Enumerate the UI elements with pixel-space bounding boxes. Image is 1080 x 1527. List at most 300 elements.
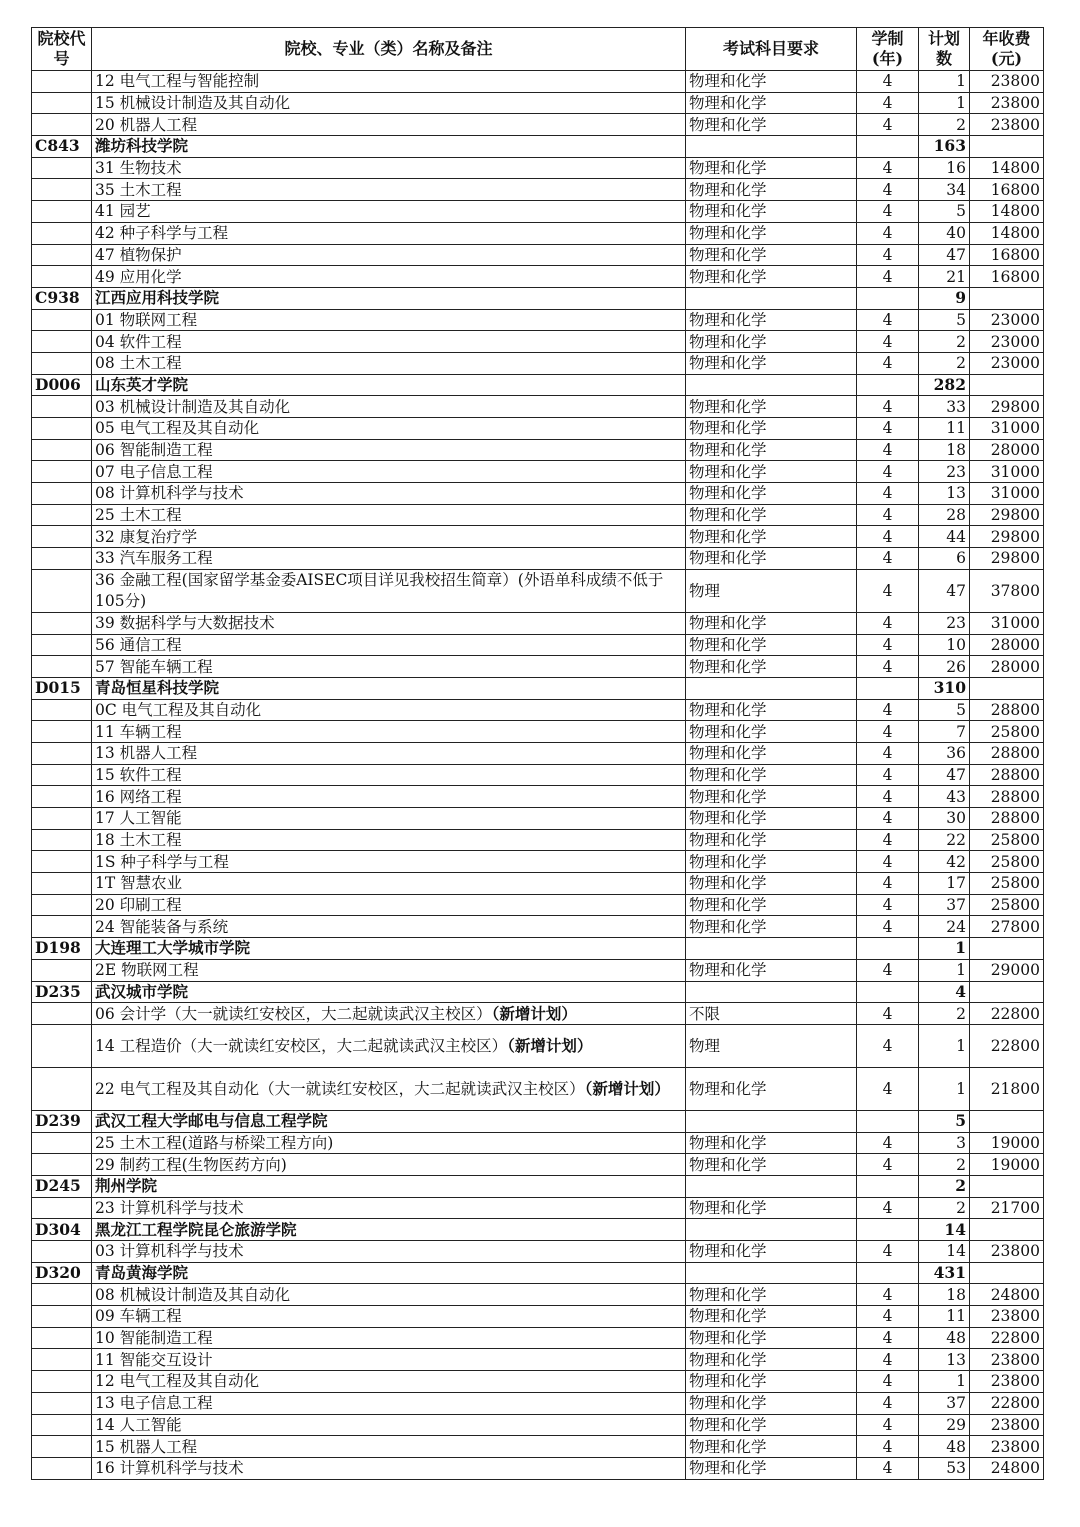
name-text: 2E 物联网工程 [95, 961, 199, 980]
cell-subject: 物理和化学 [686, 179, 857, 201]
cell-subject: 物理和化学 [686, 656, 857, 678]
cell-plan: 2 [919, 114, 970, 136]
name-text: 20 机器人工程 [95, 115, 198, 134]
name-text: 07 电子信息工程 [95, 462, 213, 481]
cell-years: 4 [857, 548, 919, 570]
name-text: 荆州学院 [95, 1176, 158, 1196]
cell-years: 4 [857, 851, 919, 873]
cell-name [92, 764, 686, 786]
cell-subject: 物理和化学 [686, 634, 857, 656]
cell-years [857, 981, 919, 1003]
cell-years: 4 [857, 1197, 919, 1219]
cell-years: 4 [857, 1067, 919, 1110]
cell-name [92, 1371, 686, 1393]
cell-name [92, 309, 686, 331]
cell-name [92, 439, 686, 461]
header-subject: 考试科目要求 [686, 28, 857, 71]
major-row [32, 1349, 1044, 1371]
cell-fee: 23800 [970, 1241, 1044, 1263]
cell-subject: 物理和化学 [686, 526, 857, 548]
cell-subject: 物理和化学 [686, 157, 857, 179]
cell-fee: 29800 [970, 526, 1044, 548]
major-row [32, 352, 1044, 374]
cell-years: 4 [857, 569, 919, 612]
cell-subject: 物理 [686, 1024, 857, 1067]
name-text: 13 机器人工程 [95, 744, 198, 763]
cell-code [32, 1132, 92, 1154]
cell-name [92, 483, 686, 505]
cell-code [32, 92, 92, 114]
cell-plan: 3 [919, 1132, 970, 1154]
cell-code [32, 1457, 92, 1479]
cell-subject: 物理和化学 [686, 92, 857, 114]
cell-plan: 47 [919, 764, 970, 786]
name-text: 09 车辆工程 [95, 1307, 182, 1326]
cell-years: 4 [857, 612, 919, 634]
cell-fee: 29800 [970, 548, 1044, 570]
cell-plan: 53 [919, 1457, 970, 1479]
name-text: 16 计算机科学与技术 [95, 1459, 244, 1478]
cell-code [32, 222, 92, 244]
cell-plan: 282 [919, 374, 970, 396]
cell-code [32, 916, 92, 938]
cell-code: C938 [32, 287, 92, 309]
cell-name [92, 92, 686, 114]
major-row [32, 1371, 1044, 1393]
cell-subject: 物理和化学 [686, 1371, 857, 1393]
major-row [32, 829, 1044, 851]
cell-code [32, 1327, 92, 1349]
cell-subject: 物理和化学 [686, 504, 857, 526]
cell-plan: 13 [919, 483, 970, 505]
name-text: 潍坊科技学院 [95, 136, 189, 156]
name-text: 13 电子信息工程 [95, 1394, 213, 1413]
major-row [32, 1392, 1044, 1414]
cell-plan: 2 [919, 331, 970, 353]
cell-subject [686, 136, 857, 158]
school-row [32, 374, 1044, 396]
major-row [32, 1457, 1044, 1479]
name-text: 14 人工智能 [95, 1415, 182, 1434]
major-row [32, 851, 1044, 873]
cell-fee: 23000 [970, 352, 1044, 374]
school-row [32, 1219, 1044, 1241]
major-row [32, 179, 1044, 201]
cell-years: 4 [857, 1392, 919, 1414]
cell-name [92, 808, 686, 830]
cell-name [92, 981, 686, 1003]
cell-name [92, 1024, 686, 1067]
cell-subject: 物理和化学 [686, 483, 857, 505]
cell-code [32, 851, 92, 873]
cell-plan: 10 [919, 634, 970, 656]
cell-name [92, 136, 686, 158]
cell-subject [686, 938, 857, 960]
cell-subject: 物理和化学 [686, 764, 857, 786]
cell-years [857, 136, 919, 158]
cell-plan: 34 [919, 179, 970, 201]
cell-fee: 31000 [970, 418, 1044, 440]
cell-name [92, 222, 686, 244]
cell-years: 4 [857, 1457, 919, 1479]
cell-plan: 18 [919, 1284, 970, 1306]
cell-subject: 物理和化学 [686, 873, 857, 895]
name-text: 25 土木工程 [95, 506, 182, 525]
cell-plan: 431 [919, 1262, 970, 1284]
cell-years: 4 [857, 786, 919, 808]
name-text: 08 机械设计制造及其自动化 [95, 1285, 291, 1304]
name-text: 57 智能车辆工程 [95, 657, 213, 676]
cell-fee: 31000 [970, 461, 1044, 483]
cell-subject: 物理和化学 [686, 1197, 857, 1219]
school-row [32, 677, 1044, 699]
cell-name [92, 331, 686, 353]
cell-name [92, 829, 686, 851]
name-text: 04 软件工程 [95, 332, 182, 351]
name-text: 05 电气工程及其自动化 [95, 419, 260, 438]
cell-fee: 21800 [970, 1067, 1044, 1110]
cell-fee: 25800 [970, 851, 1044, 873]
name-text: 江西应用科技学院 [95, 288, 220, 308]
cell-years: 4 [857, 418, 919, 440]
cell-fee: 23800 [970, 71, 1044, 93]
cell-years: 4 [857, 461, 919, 483]
header-years: 学制(年) [857, 28, 919, 71]
cell-code [32, 1024, 92, 1067]
cell-fee: 28000 [970, 634, 1044, 656]
cell-name [92, 526, 686, 548]
cell-years [857, 287, 919, 309]
cell-subject: 物理和化学 [686, 418, 857, 440]
cell-code [32, 201, 92, 223]
school-row [32, 1175, 1044, 1197]
name-text: 06 会计学（大一就读红安校区，大二起就读武汉主校区） [95, 1004, 492, 1023]
header-code: 院校代号 [32, 28, 92, 71]
name-text: 15 机械设计制造及其自动化 [95, 94, 291, 113]
cell-subject: 物理和化学 [686, 201, 857, 223]
cell-subject: 物理和化学 [686, 1154, 857, 1176]
cell-years: 4 [857, 1414, 919, 1436]
cell-plan: 18 [919, 439, 970, 461]
cell-code: D320 [32, 1262, 92, 1284]
cell-code [32, 894, 92, 916]
cell-subject: 物理和化学 [686, 1392, 857, 1414]
cell-name [92, 1436, 686, 1458]
cell-fee [970, 1175, 1044, 1197]
name-text: 35 土木工程 [95, 180, 182, 199]
cell-years [857, 677, 919, 699]
major-row [32, 201, 1044, 223]
school-row [32, 136, 1044, 158]
cell-code [32, 548, 92, 570]
cell-code [32, 157, 92, 179]
cell-code [32, 1154, 92, 1176]
cell-plan: 6 [919, 548, 970, 570]
cell-name [92, 244, 686, 266]
cell-name [92, 656, 686, 678]
cell-years: 4 [857, 1349, 919, 1371]
cell-name [92, 157, 686, 179]
cell-code [32, 1284, 92, 1306]
cell-code: D015 [32, 677, 92, 699]
cell-years: 4 [857, 71, 919, 93]
cell-plan: 36 [919, 742, 970, 764]
cell-name [92, 959, 686, 981]
cell-name [92, 938, 686, 960]
cell-name [92, 114, 686, 136]
cell-code [32, 699, 92, 721]
cell-plan: 13 [919, 1349, 970, 1371]
cell-years: 4 [857, 721, 919, 743]
name-text: 36 金融工程(国家留学基金委AISEC项目详见我校招生简章）(外语单科成绩不低于105分) [95, 570, 664, 610]
name-text: 25 土木工程(道路与桥梁工程方向) [95, 1133, 334, 1152]
header-plan: 计划数 [919, 28, 970, 71]
cell-name [92, 1457, 686, 1479]
cell-name [92, 1327, 686, 1349]
cell-fee: 28800 [970, 699, 1044, 721]
school-row [32, 981, 1044, 1003]
cell-years: 4 [857, 1024, 919, 1067]
cell-name [92, 1306, 686, 1328]
cell-subject: 物理和化学 [686, 699, 857, 721]
name-text: 15 软件工程 [95, 765, 182, 784]
cell-plan: 40 [919, 222, 970, 244]
cell-name [92, 721, 686, 743]
cell-plan: 14 [919, 1241, 970, 1263]
major-row [32, 396, 1044, 418]
cell-years [857, 938, 919, 960]
cell-name [92, 287, 686, 309]
cell-fee: 28800 [970, 764, 1044, 786]
cell-code [32, 1197, 92, 1219]
cell-code [32, 1414, 92, 1436]
major-row [32, 1003, 1044, 1025]
cell-plan: 11 [919, 418, 970, 440]
cell-name [92, 1175, 686, 1197]
cell-name [92, 71, 686, 93]
cell-years: 4 [857, 179, 919, 201]
major-row [32, 1436, 1044, 1458]
major-row [32, 786, 1044, 808]
cell-plan: 9 [919, 287, 970, 309]
cell-years: 4 [857, 483, 919, 505]
cell-name [92, 569, 686, 612]
major-row [32, 1154, 1044, 1176]
cell-subject: 物理和化学 [686, 1306, 857, 1328]
cell-code [32, 179, 92, 201]
cell-fee [970, 374, 1044, 396]
cell-plan: 1 [919, 92, 970, 114]
cell-plan: 4 [919, 981, 970, 1003]
cell-code [32, 526, 92, 548]
major-row [32, 612, 1044, 634]
name-text: 20 印刷工程 [95, 896, 182, 915]
cell-years: 4 [857, 526, 919, 548]
cell-code [32, 786, 92, 808]
cell-subject [686, 1175, 857, 1197]
school-row [32, 1110, 1044, 1132]
cell-plan: 1 [919, 1024, 970, 1067]
cell-plan: 23 [919, 461, 970, 483]
cell-code [32, 829, 92, 851]
cell-name [92, 504, 686, 526]
new-plan-note: （新增计划） [491, 1003, 577, 1023]
cell-subject [686, 981, 857, 1003]
cell-name [92, 1414, 686, 1436]
cell-fee: 23000 [970, 331, 1044, 353]
name-text: 12 电气工程与智能控制 [95, 72, 260, 91]
cell-fee [970, 677, 1044, 699]
name-text: 山东英才学院 [95, 374, 189, 394]
cell-code: C843 [32, 136, 92, 158]
cell-years: 4 [857, 1371, 919, 1393]
major-row [32, 331, 1044, 353]
cell-years: 4 [857, 699, 919, 721]
cell-plan: 44 [919, 526, 970, 548]
name-text: 0C 电气工程及其自动化 [95, 700, 262, 719]
cell-years [857, 1219, 919, 1241]
cell-code: D304 [32, 1219, 92, 1241]
cell-subject: 物理和化学 [686, 309, 857, 331]
major-row [32, 548, 1044, 570]
cell-plan: 2 [919, 1003, 970, 1025]
cell-plan: 2 [919, 1197, 970, 1219]
cell-subject [686, 677, 857, 699]
cell-subject [686, 374, 857, 396]
cell-plan: 43 [919, 786, 970, 808]
cell-fee: 31000 [970, 612, 1044, 634]
cell-years: 4 [857, 309, 919, 331]
cell-plan: 163 [919, 136, 970, 158]
cell-name [92, 742, 686, 764]
cell-fee: 23800 [970, 1436, 1044, 1458]
cell-fee: 28000 [970, 656, 1044, 678]
cell-plan: 1 [919, 1067, 970, 1110]
cell-code [32, 1003, 92, 1025]
cell-fee: 16800 [970, 244, 1044, 266]
name-text: 18 土木工程 [95, 831, 182, 850]
name-text: 青岛恒星科技学院 [95, 678, 220, 698]
cell-years [857, 374, 919, 396]
cell-fee: 28800 [970, 742, 1044, 764]
cell-fee [970, 136, 1044, 158]
name-text: 03 计算机科学与技术 [95, 1242, 244, 1261]
cell-name [92, 894, 686, 916]
cell-plan: 5 [919, 201, 970, 223]
cell-years: 4 [857, 1154, 919, 1176]
cell-years: 4 [857, 634, 919, 656]
cell-subject: 物理和化学 [686, 786, 857, 808]
cell-code: D235 [32, 981, 92, 1003]
cell-code [32, 1392, 92, 1414]
cell-fee [970, 981, 1044, 1003]
cell-code: D198 [32, 938, 92, 960]
cell-fee: 28000 [970, 439, 1044, 461]
cell-fee: 25800 [970, 894, 1044, 916]
major-row [32, 764, 1044, 786]
cell-plan: 22 [919, 829, 970, 851]
cell-fee: 19000 [970, 1132, 1044, 1154]
major-row [32, 1414, 1044, 1436]
cell-plan: 23 [919, 612, 970, 634]
cell-subject: 物理和化学 [686, 439, 857, 461]
cell-fee: 14800 [970, 201, 1044, 223]
name-text: 青岛黄海学院 [95, 1263, 189, 1283]
admission-plan-table [31, 27, 1044, 1480]
cell-name [92, 699, 686, 721]
major-row [32, 894, 1044, 916]
cell-code [32, 808, 92, 830]
cell-code [32, 721, 92, 743]
cell-subject: 物理和化学 [686, 1349, 857, 1371]
major-row [32, 483, 1044, 505]
cell-name [92, 179, 686, 201]
cell-plan: 5 [919, 309, 970, 331]
cell-fee: 14800 [970, 222, 1044, 244]
cell-fee: 25800 [970, 721, 1044, 743]
cell-code [32, 266, 92, 288]
cell-name [92, 461, 686, 483]
cell-fee: 25800 [970, 829, 1044, 851]
cell-years: 4 [857, 829, 919, 851]
cell-fee [970, 938, 1044, 960]
name-text: 武汉城市学院 [95, 981, 189, 1001]
name-text: 31 生物技术 [95, 159, 182, 178]
cell-code [32, 656, 92, 678]
cell-code [32, 461, 92, 483]
cell-plan: 28 [919, 504, 970, 526]
cell-fee: 24800 [970, 1284, 1044, 1306]
cell-plan: 2 [919, 352, 970, 374]
name-text: 24 智能装备与系统 [95, 917, 229, 936]
cell-fee: 23800 [970, 1306, 1044, 1328]
cell-code [32, 569, 92, 612]
name-text: 29 制药工程(生物医药方向) [95, 1155, 287, 1174]
major-row [32, 1197, 1044, 1219]
cell-years: 4 [857, 352, 919, 374]
major-row [32, 418, 1044, 440]
cell-fee: 23000 [970, 309, 1044, 331]
cell-fee: 21700 [970, 1197, 1044, 1219]
major-row [32, 742, 1044, 764]
header-name: 院校、专业（类）名称及备注 [92, 28, 686, 71]
cell-subject: 物理和化学 [686, 916, 857, 938]
table-body [32, 71, 1044, 1480]
major-row [32, 1241, 1044, 1263]
header-fee: 年收费(元) [970, 28, 1044, 71]
name-text: 12 电气工程及其自动化 [95, 1372, 260, 1391]
cell-plan: 47 [919, 244, 970, 266]
cell-years: 4 [857, 222, 919, 244]
cell-subject: 物理和化学 [686, 1414, 857, 1436]
cell-plan: 5 [919, 699, 970, 721]
cell-subject: 物理和化学 [686, 331, 857, 353]
cell-plan: 26 [919, 656, 970, 678]
cell-code [32, 1349, 92, 1371]
cell-subject [686, 1262, 857, 1284]
cell-plan: 37 [919, 1392, 970, 1414]
cell-name [92, 1067, 686, 1110]
cell-years: 4 [857, 331, 919, 353]
major-row [32, 569, 1044, 612]
cell-subject [686, 1219, 857, 1241]
cell-fee: 23800 [970, 1349, 1044, 1371]
major-row [32, 309, 1044, 331]
name-text: 大连理工大学城市学院 [95, 938, 251, 958]
cell-name [92, 352, 686, 374]
cell-name [92, 1349, 686, 1371]
cell-subject: 物理和化学 [686, 721, 857, 743]
